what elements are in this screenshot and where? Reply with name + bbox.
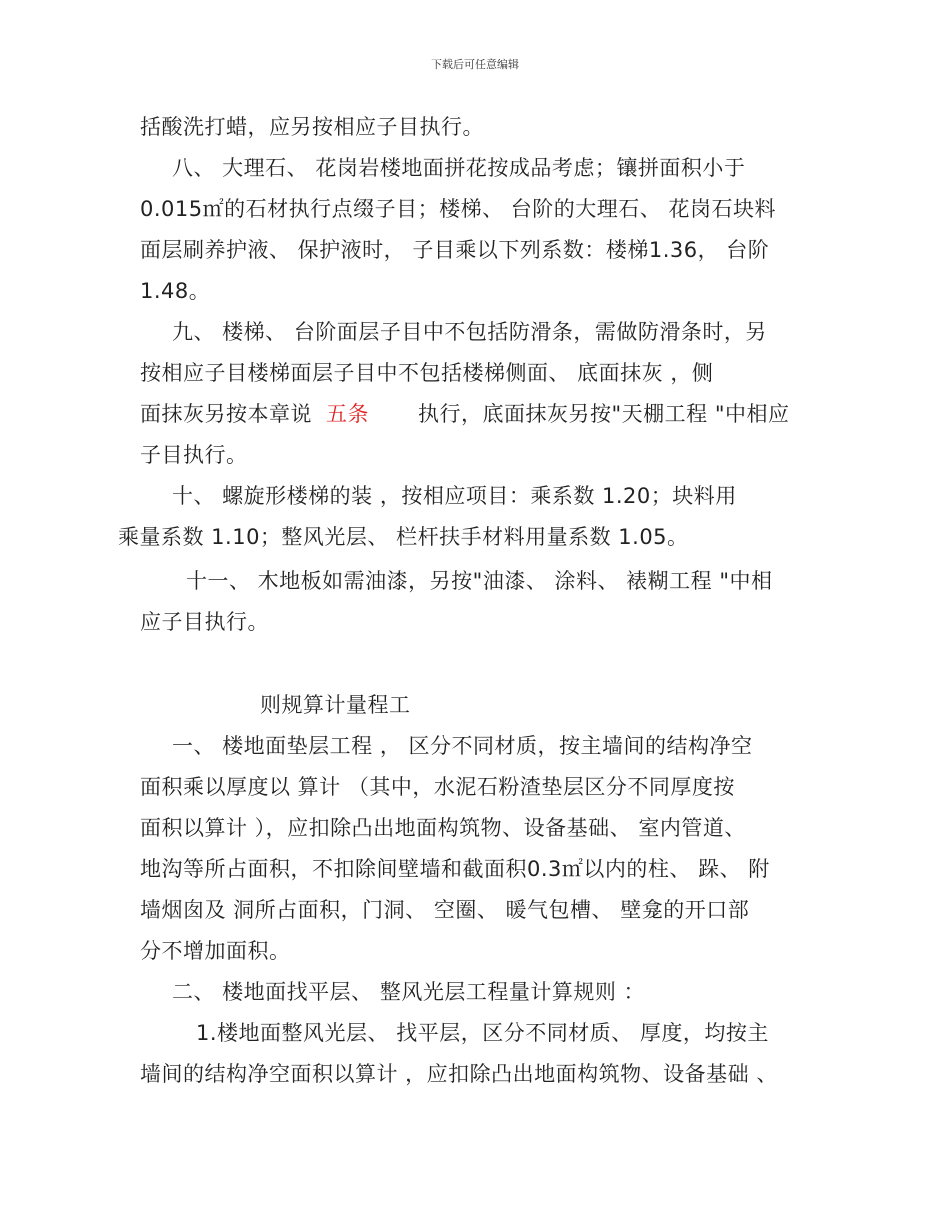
text-line: 面积以算计 ），应扣除凸出地面构筑物、设备基础、 室内管道、 [140,816,746,840]
text-line: 执行，底面抹灰另按"天棚工程 "中相应 [418,402,790,426]
highlighted-text: 五条 [326,402,369,426]
text-line: 一、 楼地面垫层工程 ， 区分不同材质，按主墙间的结构净空 [172,734,753,758]
text-line: 面层刷养护液、 保护液时， 子目乘以下列系数：楼梯1.36， 台阶 [140,238,770,262]
text-line: 面抹灰另按本章说 [140,402,312,426]
text-line: 十、 螺旋形楼梯的装 ，按相应项目：乘系数 1.20；块料用 [172,484,737,508]
section-title: 则规算计量程工 [260,693,411,717]
text-line: 面积乘以厚度以 算计 （其中，水泥石粉渣垫层区分不同厚度按 [140,775,735,799]
text-line: 墙间的结构净空面积以算计 ，应扣除凸出地面构筑物、设备基础 、 [140,1062,778,1086]
text-line: 括酸洗打蜡，应另按相应子目执行。 [140,115,484,139]
text-line: 子目执行。 [140,443,248,467]
text-line: 1.楼地面整风光层、 找平层，区分不同材质、 厚度，均按主 [196,1021,769,1045]
text-line: 0.015㎡的石材执行点缀子目；楼梯、 台阶的大理石、 花岗石块料 [140,197,776,221]
text-line: 按相应子目楼梯面层子目中不包括楼梯侧面、 底面抹灰 ，侧 [140,361,714,385]
text-line: 九、 楼梯、 台阶面层子目中不包括防滑条，需做防滑条时，另 [172,320,767,344]
page-header: 下载后可任意编辑 [431,58,519,71]
text-line: 应子目执行。 [140,610,269,634]
text-line: 八、 大理石、 花岗岩楼地面拼花按成品考虑；镶拼面积小于 [172,156,746,180]
text-line: 地沟等所占面积，不扣除间壁墙和截面积0.3㎡以内的柱、 跺、 附 [140,857,770,881]
text-line: 墙烟囱及 洞所占面积，门洞、 空圈、 暖气包槽、 壁龛的开口部 [140,898,750,922]
text-line: 乘量系数 1.10；整风光层、 栏杆扶手材料用量系数 1.05。 [118,525,689,549]
text-line: 1.48。 [140,279,211,303]
text-line: 分不增加面积。 [140,939,291,963]
text-line: 二、 楼地面找平层、 整风光层工程量计算规则 ： [172,980,646,1004]
text-line: 十一、 木地板如需油漆，另按"油漆、 涂料、 裱糊工程 "中相 [186,569,773,593]
